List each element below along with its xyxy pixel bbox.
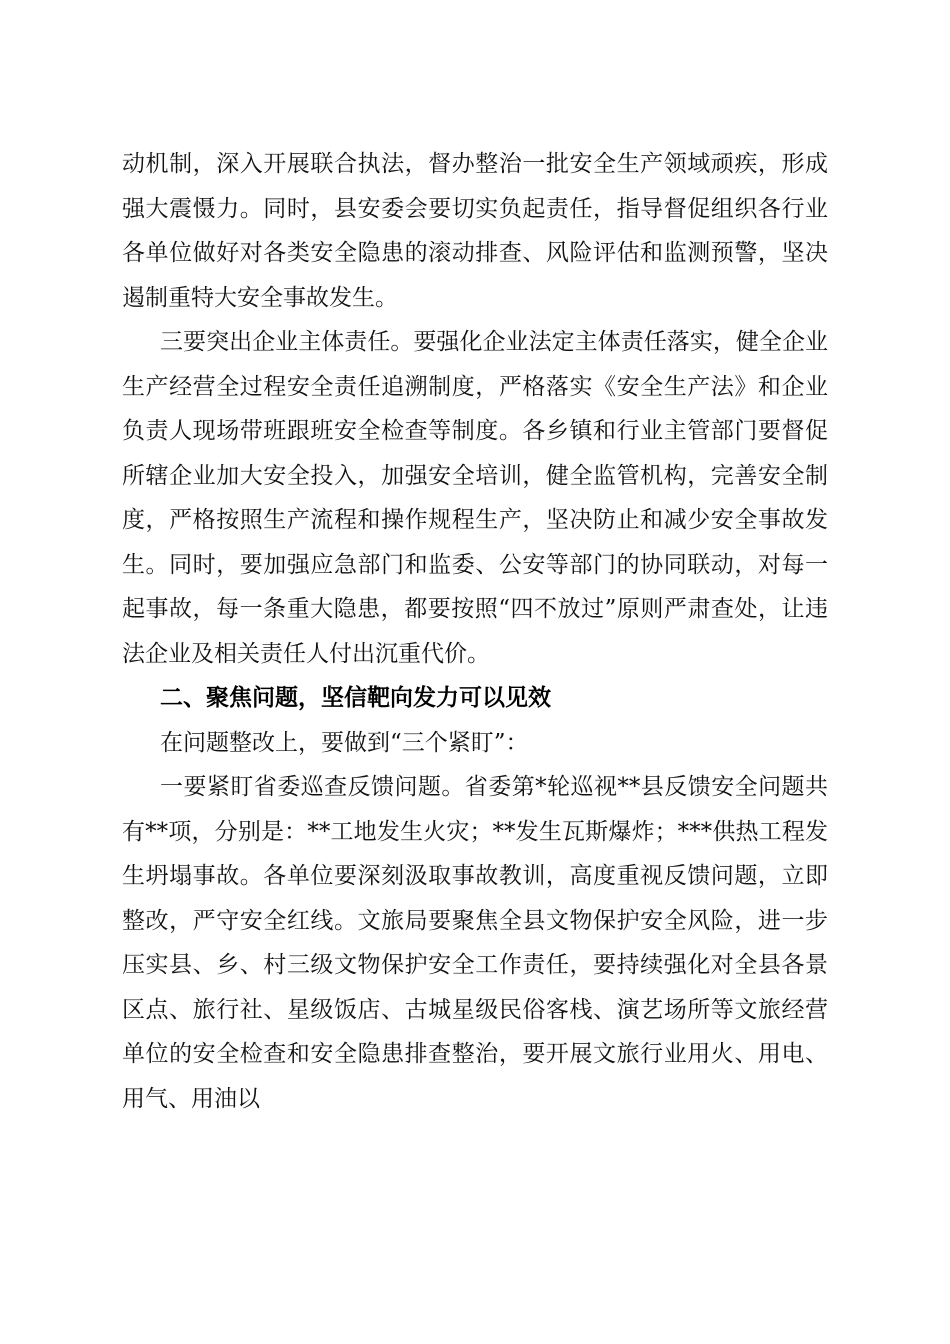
- section-heading: 二、聚焦问题，坚信靶向发力可以见效: [160, 685, 551, 711]
- paragraph-intro-three-focus: 在问题整改上，要做到“三个紧盯”：: [160, 729, 529, 756]
- paragraph-continued: 动机制，深入开展联合执法，督办整治一批安全生产领域顽疾，形成强大震慑力。同时，县安委会要切实负起责任，指导督促组织各行业各单位做好对各类安全隐患的滚动排查、风险评估和监测预警，坚决遏制重特大安全事故发生。: [122, 151, 828, 311]
- document-body: [122, 142, 828, 1121]
- paragraph-inspection-feedback: 一要紧盯省委巡查反馈问题。省委第*轮巡视**县反馈安全问题共有**项，分别是：**工地发生火灾；**发生瓦斯爆炸；***供热工程发生坍塌事故。各单位要深刻汲取事故教训，高度重视反馈问题，立即整改，严守安全红线。文旅局要聚焦全县文物保护安全风险，进一步压实县、乡、村三级文物保护安全工作责任，要持续强化对全县各景区点、旅行社、星级饭店、古城星级民俗客栈、演艺场所等文旅经营单位的安全检查和安全隐患排查整治，要开展文旅行业用火、用电、用气、用油以: [122, 774, 828, 1112]
- paragraph-enterprise-responsibility: 三要突出企业主体责任。要强化企业法定主体责任落实，健全企业生产经营全过程安全责任追溯制度，严格落实《安全生产法》和企业负责人现场带班跟班安全检查等制度。各乡镇和行业主管部门要督促所辖企业加大安全投入，加强安全培训，健全监管机构，完善安全制度，严格按照生产流程和操作规程生产，坚决防止和减少安全事故发生。同时，要加强应急部门和监委、公安等部门的协同联动，对每一起事故，每一条重大隐患，都要按照“四不放过”原则严肃查处，让违法企业及相关责任人付出沉重代价。: [122, 329, 828, 667]
